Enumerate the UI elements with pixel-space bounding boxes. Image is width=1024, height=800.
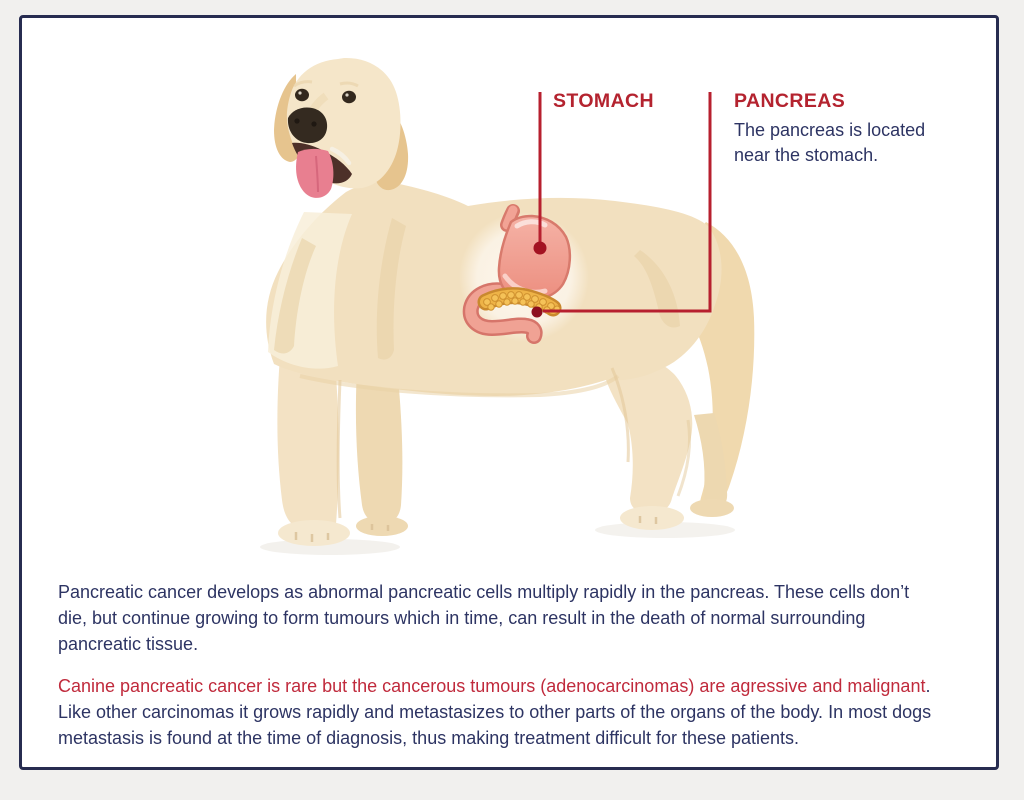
paragraph-line: metastasis is found at the time of diagnosis, thus making treatment difficult for these patients.: [58, 728, 800, 748]
dog-front-leg-far: [356, 350, 402, 524]
dog-rear-leg-far: [694, 413, 727, 508]
dog-shading: [377, 218, 406, 360]
paragraph-line: Pancreatic cancer develops as abnormal pancreatic cells multiply rapidly in the pancreas. These cells don’t: [58, 582, 910, 602]
canine-cancer-period: .: [925, 676, 931, 696]
floor-shadow: [595, 522, 735, 538]
dog-front-leg-near: [277, 345, 338, 532]
pancreas-description-line2: near the stomach.: [734, 145, 879, 165]
dog-leg-crease: [338, 380, 340, 518]
dog-rear-paw-far: [690, 499, 734, 517]
dog-tongue-crease: [316, 156, 318, 192]
dog-leg-crease: [678, 420, 690, 496]
dog-rear-leg-near: [604, 355, 692, 514]
stomach-callout: [553, 90, 654, 112]
body-text: [58, 579, 988, 751]
stomach-highlight: [505, 276, 545, 292]
duodenum-illustration: [471, 290, 535, 336]
dog-shading: [274, 238, 316, 353]
dog-tail: [662, 222, 754, 514]
dog-rear-paw-near: [620, 506, 684, 530]
stomach-pointer-dot: [534, 242, 547, 255]
dog-mouth: [292, 143, 352, 184]
dog-eyes: [295, 89, 356, 103]
dog-brow: [340, 83, 358, 86]
pancreas-callout: [734, 90, 925, 168]
dog-front-paw-far: [356, 516, 408, 536]
paragraph-line: [58, 673, 988, 699]
pancreas-label: PANCREAS: [734, 90, 846, 112]
infographic-frame: [19, 15, 999, 770]
dog-teeth: [332, 149, 349, 163]
stomach-illustration: [499, 210, 570, 300]
dog-leg-crease: [612, 368, 628, 462]
pancreas-pointer-dot: [532, 307, 543, 318]
paragraph-line: Like other carcinomas it grows rapidly and metastasizes to other parts of the organs of the body. In most dogs: [58, 702, 932, 722]
dog-nose: [288, 107, 327, 143]
dog-front-paw-near: [278, 520, 350, 546]
pancreas-description: [734, 118, 925, 168]
pancreas-pointer-line: [543, 92, 710, 311]
pancreas-illustration: [484, 292, 560, 314]
pancreas-description-line1: The pancreas is located: [734, 120, 926, 140]
pointer-lines: [540, 92, 710, 311]
dog-nostril: [311, 121, 316, 126]
dog-toes: [296, 516, 656, 542]
dog-muzzle-shading: [309, 96, 326, 118]
paragraph-pancreatic-cancer: [58, 579, 988, 657]
dog-body: [266, 182, 721, 396]
dog-brow: [294, 82, 312, 86]
dog-ear-left: [274, 74, 300, 162]
dog-ear-right: [371, 92, 408, 190]
dog-tongue: [296, 149, 333, 198]
dog-head: [287, 58, 401, 188]
paragraph-line: pancreatic tissue.: [58, 634, 199, 654]
floor-shadow: [260, 539, 400, 555]
dog-belly-fringe: [300, 376, 618, 395]
paragraph-line: die, but continue growing to form tumours which in time, can result in the death of normal surrounding: [58, 608, 866, 628]
anatomy-highlight-circle: [459, 212, 589, 342]
dog-illustration: [260, 58, 754, 555]
stomach-highlight: [517, 222, 545, 226]
stomach-label: STOMACH: [553, 90, 655, 112]
dog-shading: [634, 250, 680, 328]
dog-chest-fur: [268, 212, 352, 369]
canine-cancer-red-text: Canine pancreatic cancer is rare but the cancerous tumours (adenocarcinomas) are agressive and malignant: [58, 676, 926, 696]
dog-nostril: [294, 118, 299, 123]
paragraph-canine-cancer: [58, 673, 988, 751]
